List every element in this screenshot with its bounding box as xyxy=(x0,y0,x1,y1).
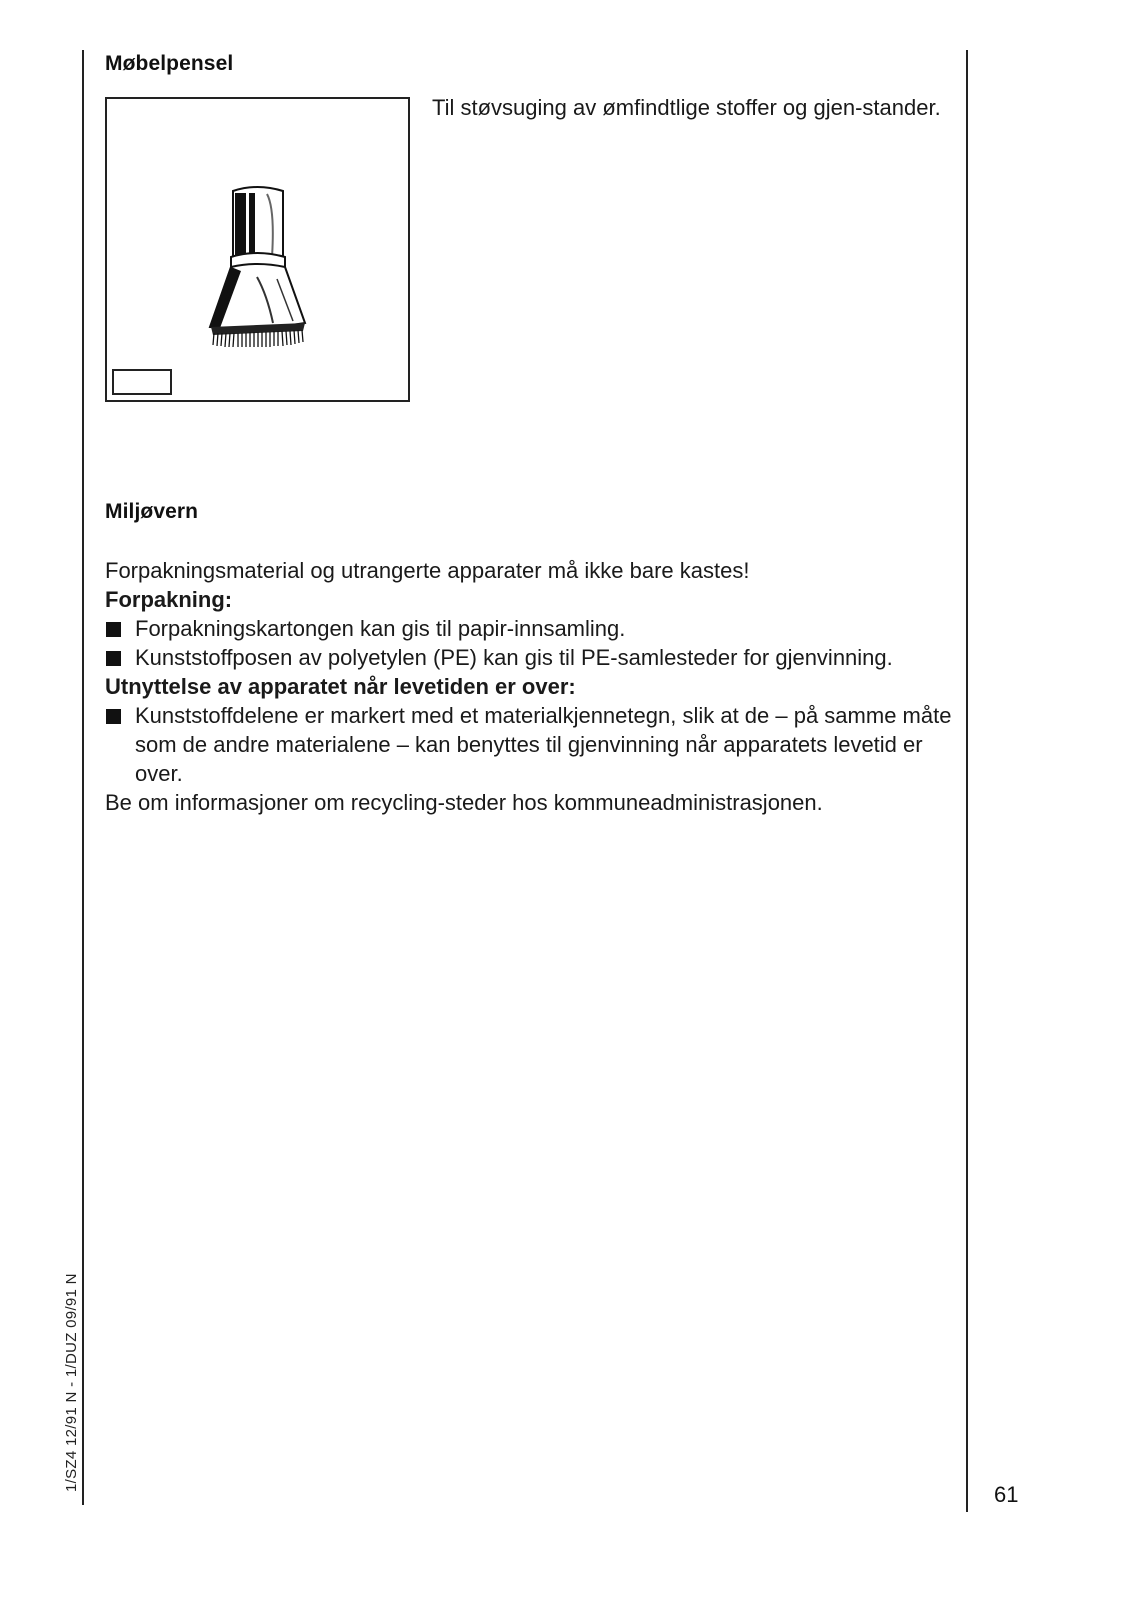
closing-note: Be om informasjoner om recycling-steder hos kommuneadministrasjonen. xyxy=(105,790,823,815)
left-margin-rule xyxy=(82,50,84,1505)
square-bullet-icon xyxy=(106,709,121,724)
furniture-brush-nozzle-icon xyxy=(107,99,408,400)
square-bullet-icon xyxy=(106,651,121,666)
square-bullet-icon xyxy=(106,622,121,637)
list-item xyxy=(105,614,955,643)
disposal-heading: Utnyttelse av apparatet når levetiden er over: xyxy=(105,674,576,699)
document-code: 1/SZ4 12/91 N - 1/DUZ 09/91 N xyxy=(63,1273,80,1492)
page-number: 61 xyxy=(994,1482,1019,1507)
section-title-miljovern: Miljøvern xyxy=(105,500,199,523)
miljovern-intro: Forpakningsmaterial og utrangerte apparater må ikke bare kastes! xyxy=(105,558,750,583)
list-item xyxy=(105,643,955,672)
list-item-text: Kunststoffdelene er markert med et materialkjennetegn, slik at de – på samme måte som de andre materialene – kan benyttes til gjenvinning når apparatets levetid er over. xyxy=(135,703,952,786)
list-item-text: Forpakningskartongen kan gis til papir-innsamling. xyxy=(135,616,626,641)
list-item-text: Kunststoffposen av polyetylen (PE) kan gis til PE-samlesteder for gjenvinning. xyxy=(135,645,893,670)
figure-frame xyxy=(105,97,410,402)
miljovern-body xyxy=(105,556,955,817)
list-item xyxy=(105,701,955,788)
figure-label-box xyxy=(112,369,172,395)
right-margin-rule xyxy=(966,50,968,1512)
section-title-mobelpensel: Møbelpensel xyxy=(105,52,234,75)
packaging-heading: Forpakning: xyxy=(105,587,233,612)
mobelpensel-description: Til støvsuging av ømfindtlige stoffer og gjen-stander. xyxy=(432,95,941,120)
